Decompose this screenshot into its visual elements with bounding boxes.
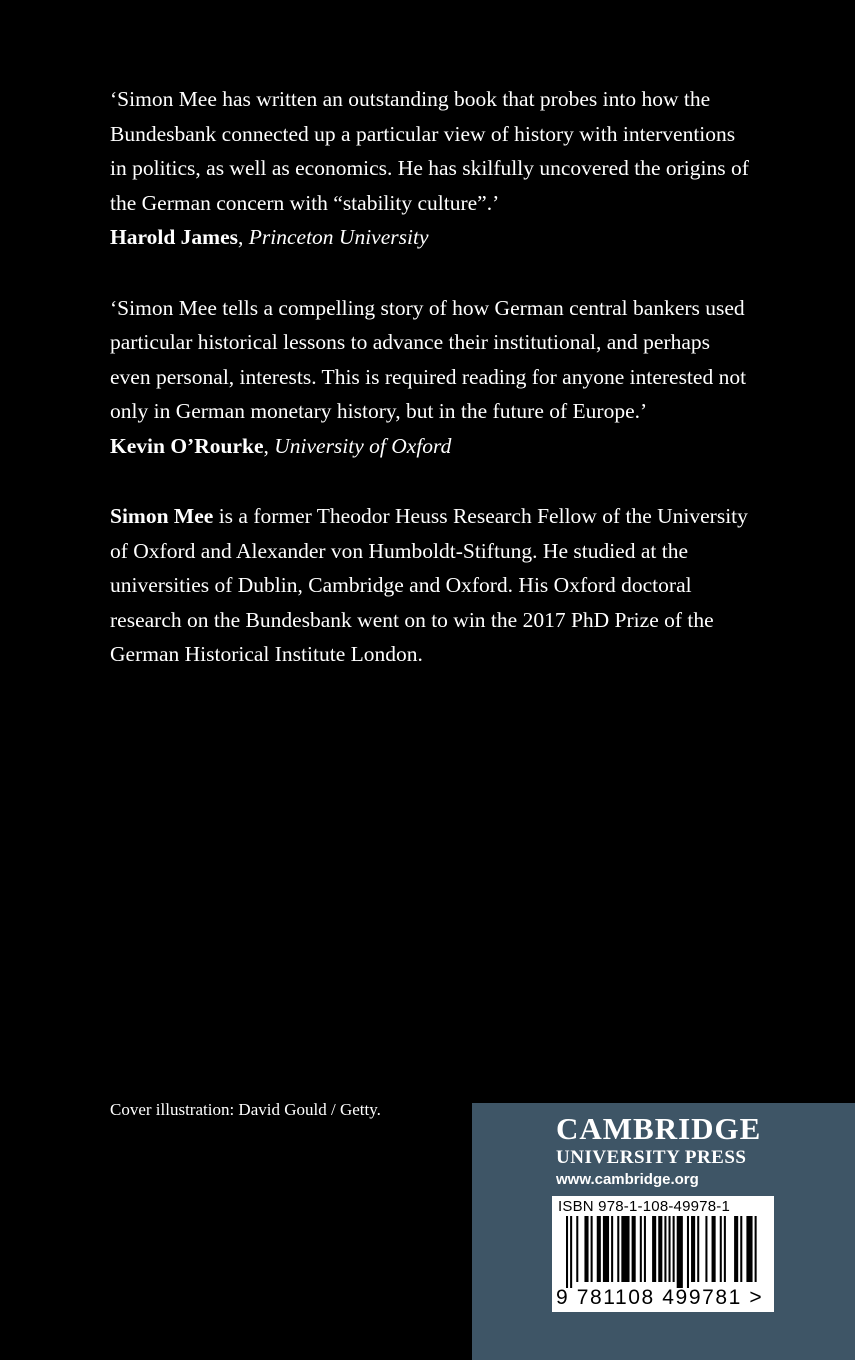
quote-line: ‘Simon Mee has written an outstanding book that probes into how the — [110, 87, 711, 111]
quote-line: Bundesbank connected up a particular view of history with interventions — [110, 121, 736, 146]
barcode-bar — [712, 1216, 716, 1282]
publisher-panel — [472, 1103, 855, 1360]
quote-line: the German concern with “stability culture”.’ — [110, 190, 500, 215]
endorser-name: Kevin O’Rourke — [110, 433, 264, 458]
barcode-bar — [640, 1216, 642, 1282]
barcode-bar — [724, 1216, 726, 1282]
endorsement-attribution: Kevin O’Rourke, University of Oxford — [110, 433, 452, 458]
publisher-name: CAMBRIDGE — [556, 1111, 762, 1146]
barcode-bar — [591, 1216, 593, 1282]
isbn-barcode — [552, 1196, 774, 1312]
endorsement-quote — [110, 82, 790, 220]
back-cover-text — [110, 82, 790, 708]
quote-line: only in German monetary history, but in the future of Europe.’ — [110, 399, 648, 423]
barcode-bar — [576, 1216, 578, 1282]
endorsement-quote — [110, 291, 790, 429]
bio-line: research on the Bundesbank went on to win the 2017 PhD Prize of the — [110, 607, 714, 632]
barcode-bar — [720, 1216, 722, 1282]
barcode-bars — [562, 1216, 762, 1288]
barcode-bar — [570, 1216, 572, 1288]
endorsement-attribution: Harold James, Princeton University — [110, 225, 429, 249]
barcode-bar — [746, 1216, 752, 1282]
barcode-bar — [611, 1216, 613, 1282]
barcode-bar — [632, 1216, 636, 1282]
barcode-bar — [603, 1216, 609, 1282]
barcode-bar — [673, 1216, 675, 1282]
isbn-number: ISBN 978-1-108-49978-1 — [558, 1198, 731, 1215]
barcode-bar — [755, 1216, 757, 1282]
endorser-affiliation: University of Oxford — [274, 433, 452, 458]
barcode-bar — [621, 1216, 629, 1282]
barcode-bar — [664, 1216, 666, 1282]
barcode-bar — [740, 1216, 742, 1282]
quote-line: even personal, interests. This is required reading for anyone interested not — [110, 364, 747, 389]
barcode-bar — [566, 1216, 568, 1288]
cover-credit: Cover illustration: David Gould / Getty. — [110, 1100, 381, 1119]
barcode-bar — [697, 1216, 699, 1282]
barcode-bar — [677, 1216, 683, 1288]
endorsement-1 — [110, 82, 790, 255]
publisher-subtitle: UNIVERSITY PRESS — [556, 1147, 747, 1168]
bio-line: universities of Dublin, Cambridge and Oxford. His Oxford doctoral — [110, 573, 692, 597]
barcode-bar — [617, 1216, 619, 1282]
ean-digits: 9 781108 499781 > — [556, 1286, 764, 1309]
barcode-bar — [687, 1216, 689, 1288]
author-bio-text — [110, 499, 790, 672]
barcode-bar — [705, 1216, 707, 1282]
bio-line: German Historical Institute London. — [110, 642, 423, 666]
barcode-bar — [669, 1216, 671, 1282]
bio-line: of Oxford and Alexander von Humboldt-Stiftung. He studied at the — [110, 538, 689, 563]
barcode-bar — [691, 1216, 695, 1282]
author-name: Simon Mee — [110, 504, 214, 528]
barcode-bar — [652, 1216, 656, 1282]
bio-line: is a former Theodor Heuss Research Fellow of the University — [213, 504, 748, 528]
author-bio — [110, 499, 790, 672]
barcode-bar — [584, 1216, 588, 1282]
barcode-bar — [644, 1216, 646, 1282]
quote-line: particular historical lessons to advance their institutional, and perhaps — [110, 330, 711, 354]
endorsement-2 — [110, 291, 790, 464]
barcode-bar — [734, 1216, 738, 1282]
endorser-name: Harold James — [110, 225, 239, 249]
barcode-bar — [658, 1216, 662, 1282]
barcode-bar — [597, 1216, 601, 1282]
quote-line: in politics, as well as economics. He has skilfully uncovered the origins of — [110, 156, 749, 180]
publisher-url: www.cambridge.org — [556, 1171, 699, 1188]
quote-line: ‘Simon Mee tells a compelling story of how German central bankers used — [110, 295, 745, 320]
endorser-affiliation: Princeton University — [248, 225, 429, 249]
